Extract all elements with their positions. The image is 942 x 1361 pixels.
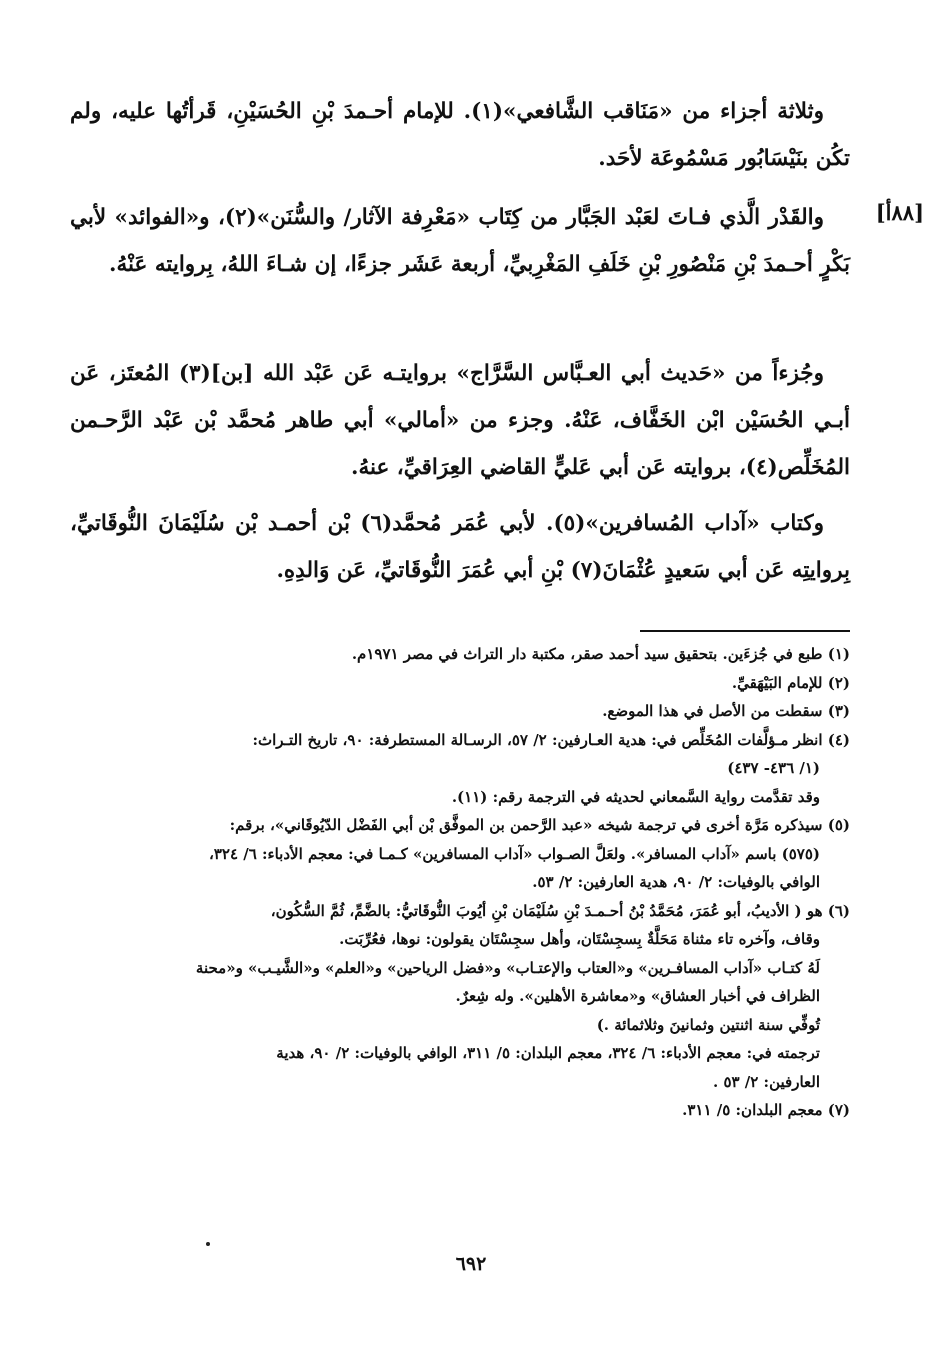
footnote-5 <box>70 811 850 897</box>
footnote-line: لَهُ كتـاب «آداب المسافـرين» و«العتاب والإعتـاب» و«فضل الرياحين» و«العلم» و«الشَّيـب» و«محنة <box>195 958 820 977</box>
main-paragraph-3 <box>70 350 850 491</box>
footnote-line: (١) طبع في جُزءَين. بتحقيق سيد أحمد صقر، مكتبة دار التراث في مصر ١٩٧١م. <box>351 645 850 663</box>
footnote-separator <box>640 630 850 632</box>
footnote-2 <box>70 669 850 698</box>
ink-speck <box>206 1242 210 1246</box>
main-paragraph-2 <box>70 194 850 288</box>
paragraph-text: وجُزءاً من «حَديث أبي العـبَّاس السَّرَّاج» بروايتـه عَن عَبْد الله [بن](٣) المُعتَز، عَن أبـي الحُسَيْن ابْن الخَفَّاف، عَنْهُ. وجزء من «أمالي» أبي طاهر مُحمَّد بْن عَبْد الرَّحـمن المُخَلِّص(٤)، بروايته عَن أبي عَليٍّ القاضي العِرَاقيِّ، عنهُ. <box>70 361 850 480</box>
footnote-line: (٣) سقطت من الأصل في هذا الموضع. <box>602 702 850 720</box>
footnote-line: تُوفِّي سنة اثنتين وثمانينَ وثلاثمائة .) <box>596 1015 820 1034</box>
margin-folio-reference: [٨٨أ] <box>875 200 924 225</box>
footnote-line: (٢) للإمام البَيْهَقيِّ. <box>731 673 850 692</box>
footnote-1 <box>70 640 850 669</box>
main-paragraph-4 <box>70 500 850 594</box>
footnote-line: (٥) سيذكره مَرَّة أخرى في ترجمة شيخه «عبد الرَّحمن بن الموفَّق بْن أبي الفَضْل الدّيُوقَاني»، برقم: <box>229 816 850 834</box>
paragraph-text: وثلاثة أجزاء من «مَنَاقب الشَّافعي»(١). للإمام أحـمدَ بْنِ الحُسَيْنِ، قَرأتُها عليه، ولم تكُن بنَيْسَابُور مَسْمُوعَة لأحَد. <box>70 99 850 171</box>
footnote-line: (١/ ٤٣٦- ٤٣٧) <box>727 759 820 777</box>
footnote-line: وقد تقدَّمت رواية السَّمعاني لحديثه في الترجمة رقم: (١١). <box>451 787 820 806</box>
paragraph-text: وكتاب «آداب المُسافرين»(٥). لأبي عُمَر مُحمَّد(٦) بْن أحمـد بْن سُلَيْمَانَ النُّوقَاتيِّ، بِروايتِه عَن أبي سَعيدٍ عُثْمَانَ(٧) بْنِ أبي عُمَرَ النُّوقَاتيِّ، عَن وَالدِهِ. <box>70 511 850 583</box>
footnote-line: (٧) معجم البلدان: ٥/ ٣١١. <box>682 1101 850 1119</box>
footnote-line: (٤) انظر مـؤلَّفات المُخَلِّص في: هدية العـارفين: ٢/ ٥٧، الرسـالة المستطرفة: ٩٠، تاريخ التـراث: <box>252 730 850 749</box>
footnotes <box>70 640 850 1125</box>
footnote-6 <box>70 897 850 1097</box>
page-number: ٦٩٢ <box>455 1253 487 1275</box>
footnote-line: ترجمته في: معجم الأدباء: ٦/ ٣٢٤، معجم البلدان: ٥/ ٣١١، الوافي بالوفيات: ٢/ ٩٠، هدية <box>276 1044 820 1062</box>
footnote-line: الظراف في أخبار العشاق» و«معاشرة الأهلين». وله شِعرٌ. <box>455 987 820 1005</box>
main-paragraph-1 <box>70 88 850 182</box>
footnote-3 <box>70 697 850 726</box>
paragraph-text: والقَدْر الَّذي فـاتَ لعَبْد الجَبَّار من كِتَاب «مَعْرِفة الآثار/ والسُّنَن»(٢)، و«الفوائد» لأبي بَكْرٍ أحـمدَ بْنِ مَنْصُورِ بْنِ خَلَفِ المَغْرِبيِّ، أربعة عَشَر جزءًا، إن شـاءَ اللهُ، بِروايته عَنْهُ. <box>70 205 850 277</box>
footnote-line: وقاف، وآخره تاء مثناة مَحَلَّةٌ بِسجِسْتَان، وأهل سجِسْتَان يقولون: نوها، فعُرِّبَت. <box>339 930 820 948</box>
footnote-7 <box>70 1096 850 1125</box>
footnote-line: العارفين: ٢/ ٥٣ . <box>712 1072 820 1091</box>
footnote-line: (٦) هو ( الأديبُ، أبو عُمَرَ، مُحَمَّدُ بْنُ أحـمـدَ بْنِ سُلَيْمَان بْنِ أيُوبَ النُّوقَاتيُّ: بالضَّمِّ، ثُمَّ السُّكُون، <box>270 901 850 920</box>
footnote-line: الوافي بالوفيات: ٢/ ٩٠، هدية العارفين: ٢/ ٥٣. <box>532 873 820 891</box>
footnote-line: (٥٧٥) باسم «آداب المسافر». ولعَلَّ الصـواب «آداب المسافرين» كـمـا في: معجم الأدباء: ٦/ ٣٢٤، <box>209 844 820 863</box>
footnote-4 <box>70 726 850 812</box>
